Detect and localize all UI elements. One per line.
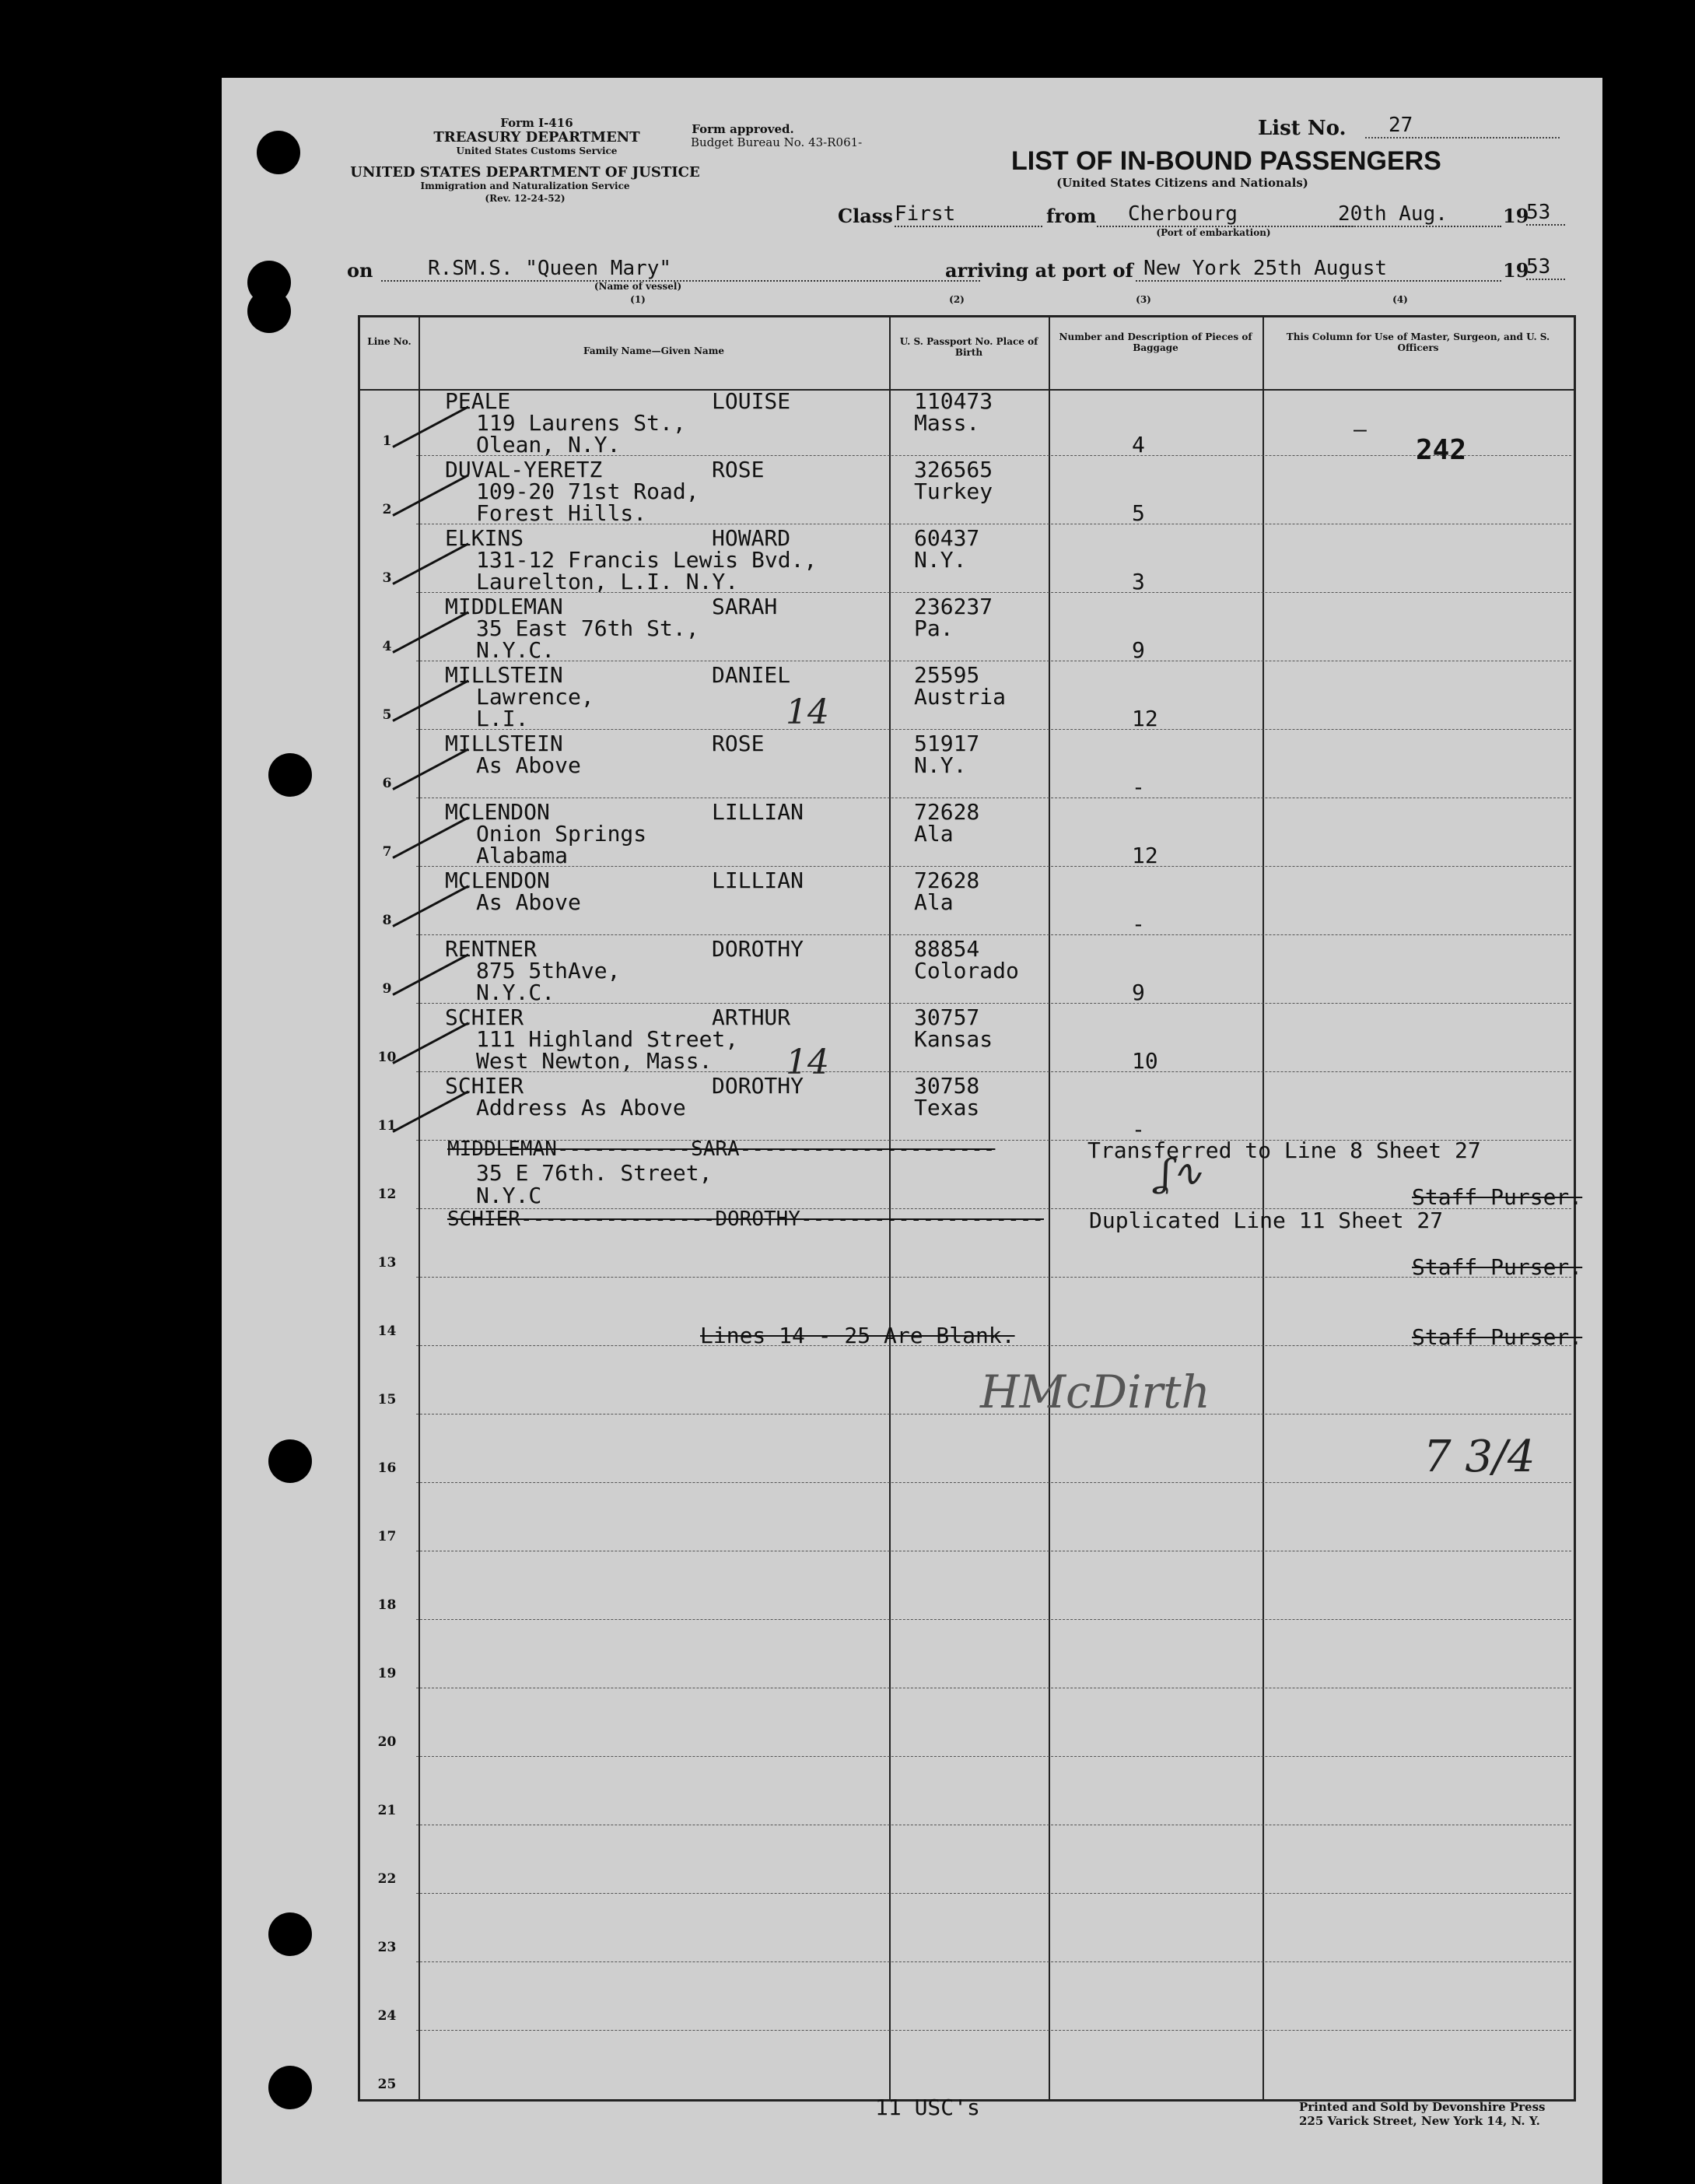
class-value: First [895, 202, 1042, 227]
line-number: 22 [377, 1871, 397, 1887]
arrival-port-date: New York 25th August [1136, 257, 1501, 282]
given-name: DOROTHY [712, 936, 804, 962]
address-line-1: Onion Springs [476, 821, 647, 847]
passport-number: 236237 [914, 594, 993, 619]
line-number: 7 [382, 844, 392, 860]
address-line-2: N.Y.C. [476, 637, 555, 663]
line-number: 12 [377, 1187, 397, 1202]
place-of-birth: Austria [914, 684, 1007, 710]
col-ref-1: (1) [630, 294, 646, 305]
passport-number: 326565 [914, 457, 993, 482]
place-of-birth: Turkey [914, 479, 993, 504]
family-name: MILLSTEIN [445, 662, 563, 688]
baggage-count: 12 [1132, 843, 1158, 868]
family-name: RENTNER [445, 936, 538, 962]
baggage-count: - [1132, 911, 1145, 937]
passport-number: 72628 [914, 799, 980, 825]
form-approved: Form approved. [692, 122, 794, 136]
line-number: 9 [382, 981, 392, 997]
row12-addr2: N.Y.C [476, 1183, 542, 1208]
line-number: 16 [377, 1460, 397, 1476]
place-of-birth: Texas [914, 1095, 980, 1120]
line-number: 20 [377, 1734, 397, 1750]
baggage-count: 9 [1132, 637, 1145, 663]
given-name: ROSE [712, 457, 765, 482]
line-number: 2 [382, 502, 392, 517]
from-label: from [1046, 205, 1097, 227]
col-ref-3: (3) [1136, 294, 1151, 305]
row-separator [416, 1619, 1571, 1620]
place-of-birth: N.Y. [914, 752, 967, 778]
port-note: (Port of embarkation) [1156, 227, 1271, 238]
binder-hole [268, 1439, 312, 1483]
page-title: LIST OF IN-BOUND PASSENGERS [1011, 146, 1441, 176]
depart-date: 20th Aug. [1330, 202, 1501, 227]
line-number: 19 [377, 1666, 397, 1681]
col-head-line: Line No. [367, 336, 411, 347]
place-of-birth: Kansas [914, 1026, 993, 1052]
col-head-name: Family Name—Given Name [583, 345, 725, 356]
passport-number: 72628 [914, 868, 980, 893]
treasury-dept: TREASURY DEPARTMENT [433, 129, 640, 145]
baggage-count: 5 [1132, 500, 1145, 526]
purser-signature: ʆ∿ [1159, 1152, 1203, 1195]
line-number: 11 [377, 1118, 397, 1134]
given-name: ARTHUR [712, 1004, 791, 1030]
family-name: ELKINS [445, 525, 524, 551]
address-line-1: Address As Above [476, 1095, 686, 1120]
address-line-1: Lawrence, [476, 684, 594, 710]
address-line-1: 131-12 Francis Lewis Bvd., [476, 547, 818, 573]
line-number: 21 [377, 1803, 397, 1818]
line-number: 1 [382, 433, 392, 449]
list-label: List No. [1258, 117, 1347, 140]
passport-number: 88854 [914, 936, 980, 962]
baggage-count: 10 [1132, 1048, 1158, 1074]
row-separator [416, 934, 1571, 935]
family-name: MILLSTEIN [445, 731, 563, 756]
line-number: 3 [382, 570, 392, 586]
year-prefix: 19 [1503, 205, 1529, 227]
binder-hole [268, 753, 312, 797]
staff-purser-2: Staff Purser. [1412, 1254, 1583, 1280]
row-separator [416, 866, 1571, 867]
address-line-2: N.Y.C. [476, 980, 555, 1005]
line-number: 4 [382, 639, 392, 654]
justice-dept: UNITED STATES DEPARTMENT OF JUSTICE [350, 164, 700, 181]
col-head-passport: U. S. Passport No. Place of Birth [899, 336, 1038, 358]
on-label: on [347, 259, 373, 282]
page-subtitle: (United States Citizens and Nationals) [1056, 176, 1308, 190]
vessel-note: (Name of vessel) [594, 281, 682, 292]
place-of-birth: Colorado [914, 958, 1019, 983]
place-of-birth: Mass. [914, 410, 980, 436]
given-name: HOWARD [712, 525, 791, 551]
vessel-name: R.SM.S. "Queen Mary" [381, 257, 980, 282]
address-line-2: L.I. [476, 706, 529, 731]
address-line-2: Olean, N.Y. [476, 432, 621, 457]
class-label: Class [838, 205, 893, 227]
ins-service: Immigration and Naturalization Service [420, 181, 630, 191]
line-number: 14 [377, 1323, 397, 1339]
handwritten-mark: 14 [786, 1043, 829, 1082]
col-head-baggage: Number and Description of Pieces of Baggage [1059, 331, 1252, 353]
row12-name: MIDDLEMAN-----------SARA--------------------- [447, 1138, 996, 1161]
line-number: 10 [377, 1050, 397, 1065]
row-separator [416, 1756, 1571, 1757]
line-number: 13 [377, 1255, 397, 1271]
address-line-1: 875 5thAve, [476, 958, 621, 983]
col-ref-2: (2) [949, 294, 965, 305]
inspector-signature: HMcDirth [980, 1365, 1210, 1418]
form-number: Form I-416 [500, 116, 573, 130]
given-name: DANIEL [712, 662, 791, 688]
handwritten-mark: 14 [786, 692, 829, 732]
row-separator [416, 1277, 1571, 1278]
family-name: MCLENDON [445, 868, 550, 893]
row12-addr1: 35 E 76th. Street, [476, 1160, 713, 1186]
line-number: 23 [377, 1940, 397, 1955]
family-name: SCHIER [445, 1004, 524, 1030]
family-name: MCLENDON [445, 799, 550, 825]
family-name: PEALE [445, 388, 511, 414]
blank-lines-note: Lines 14 - 25 Are Blank. [700, 1323, 1015, 1348]
family-name: MIDDLEMAN [445, 594, 563, 619]
binder-hole [268, 2066, 312, 2109]
given-name: LILLIAN [712, 799, 804, 825]
row-separator [416, 1482, 1571, 1483]
baggage-count: 12 [1132, 706, 1158, 731]
customs-service: United States Customs Service [456, 145, 618, 156]
passport-number: 30758 [914, 1073, 980, 1099]
staff-purser-1: Staff Purser. [1412, 1184, 1583, 1210]
family-name: DUVAL-YERETZ [445, 457, 603, 482]
address-line-2: Forest Hills. [476, 500, 647, 526]
given-name: DOROTHY [712, 1073, 804, 1099]
given-name: SARAH [712, 594, 778, 619]
place-of-birth: N.Y. [914, 547, 967, 573]
embark-port: Cherbourg [1097, 202, 1354, 227]
passport-number: 30757 [914, 1004, 980, 1030]
printer-line-1: Printed and Sold by Devonshire Press [1299, 2100, 1546, 2114]
list-number: 27 [1365, 114, 1560, 138]
year-value: 53 [1526, 201, 1565, 226]
address-line-1: As Above [476, 752, 581, 778]
row-separator [416, 729, 1571, 730]
line-number: 15 [377, 1392, 397, 1408]
address-line-1: As Above [476, 889, 581, 915]
given-name: LOUISE [712, 388, 791, 414]
baggage-count: - [1132, 1117, 1145, 1142]
line-number: 25 [377, 2077, 397, 2092]
revision: (Rev. 12-24-52) [485, 193, 566, 204]
baggage-count: - [1132, 774, 1145, 800]
binder-hole [268, 1912, 312, 1956]
year-prefix-2: 19 [1503, 259, 1529, 282]
place-of-birth: Ala [914, 889, 954, 915]
place-of-birth: Ala [914, 821, 954, 847]
line-number: 6 [382, 776, 392, 791]
passport-number: 60437 [914, 525, 980, 551]
address-line-1: 109-20 71st Road, [476, 479, 699, 504]
passport-number: 51917 [914, 731, 980, 756]
stamp-number: 242 [1416, 434, 1467, 466]
row13-note: Duplicated Line 11 Sheet 27 [1089, 1208, 1444, 1233]
usc-count: 11 USC's [875, 2095, 980, 2120]
baggage-count: 3 [1132, 569, 1145, 594]
row-separator [416, 1961, 1571, 1962]
line-number: 18 [377, 1597, 397, 1613]
given-name: LILLIAN [712, 868, 804, 893]
address-line-1: 35 East 76th St., [476, 615, 699, 641]
address-line-2: West Newton, Mass. [476, 1048, 713, 1074]
year-value-2: 53 [1526, 255, 1565, 280]
hand-note: 7 3/4 [1424, 1432, 1536, 1482]
baggage-count: 4 [1132, 432, 1145, 457]
printer-line-2: 225 Varick Street, New York 14, N. Y. [1299, 2114, 1540, 2128]
passport-number: 110473 [914, 388, 993, 414]
line-number: 17 [377, 1529, 397, 1544]
budget-bureau: Budget Bureau No. 43-R061- [691, 135, 863, 149]
row12-note: Transferred to Line 8 Sheet 27 [1087, 1138, 1481, 1163]
arriving-label: arriving at port of [945, 259, 1133, 282]
binder-hole [247, 289, 291, 333]
line-number: 8 [382, 913, 392, 928]
row-separator [416, 1003, 1571, 1004]
binder-hole [257, 131, 300, 174]
given-name: ROSE [712, 731, 765, 756]
address-line-2: Laurelton, L.I. N.Y. [476, 569, 739, 594]
passport-number: 25595 [914, 662, 980, 688]
address-line-2: Alabama [476, 843, 569, 868]
row-separator [416, 1893, 1571, 1894]
line-number: 24 [377, 2008, 397, 2024]
baggage-count: 9 [1132, 980, 1145, 1005]
address-line-1: 111 Highland Street, [476, 1026, 739, 1052]
line-number: 5 [382, 707, 392, 723]
officer-dash: — [1354, 416, 1367, 442]
family-name: SCHIER [445, 1073, 524, 1099]
row13-name: SCHIER----------------DOROTHY-------------------- [447, 1208, 1045, 1231]
place-of-birth: Pa. [914, 615, 954, 641]
col-head-officers: This Column for Use of Master, Surgeon, and U. S. Officers [1286, 331, 1550, 353]
staff-purser-3: Staff Purser. [1412, 1324, 1583, 1350]
col-ref-4: (4) [1392, 294, 1408, 305]
address-line-1: 119 Laurens St., [476, 410, 686, 436]
row-separator [416, 2030, 1571, 2031]
